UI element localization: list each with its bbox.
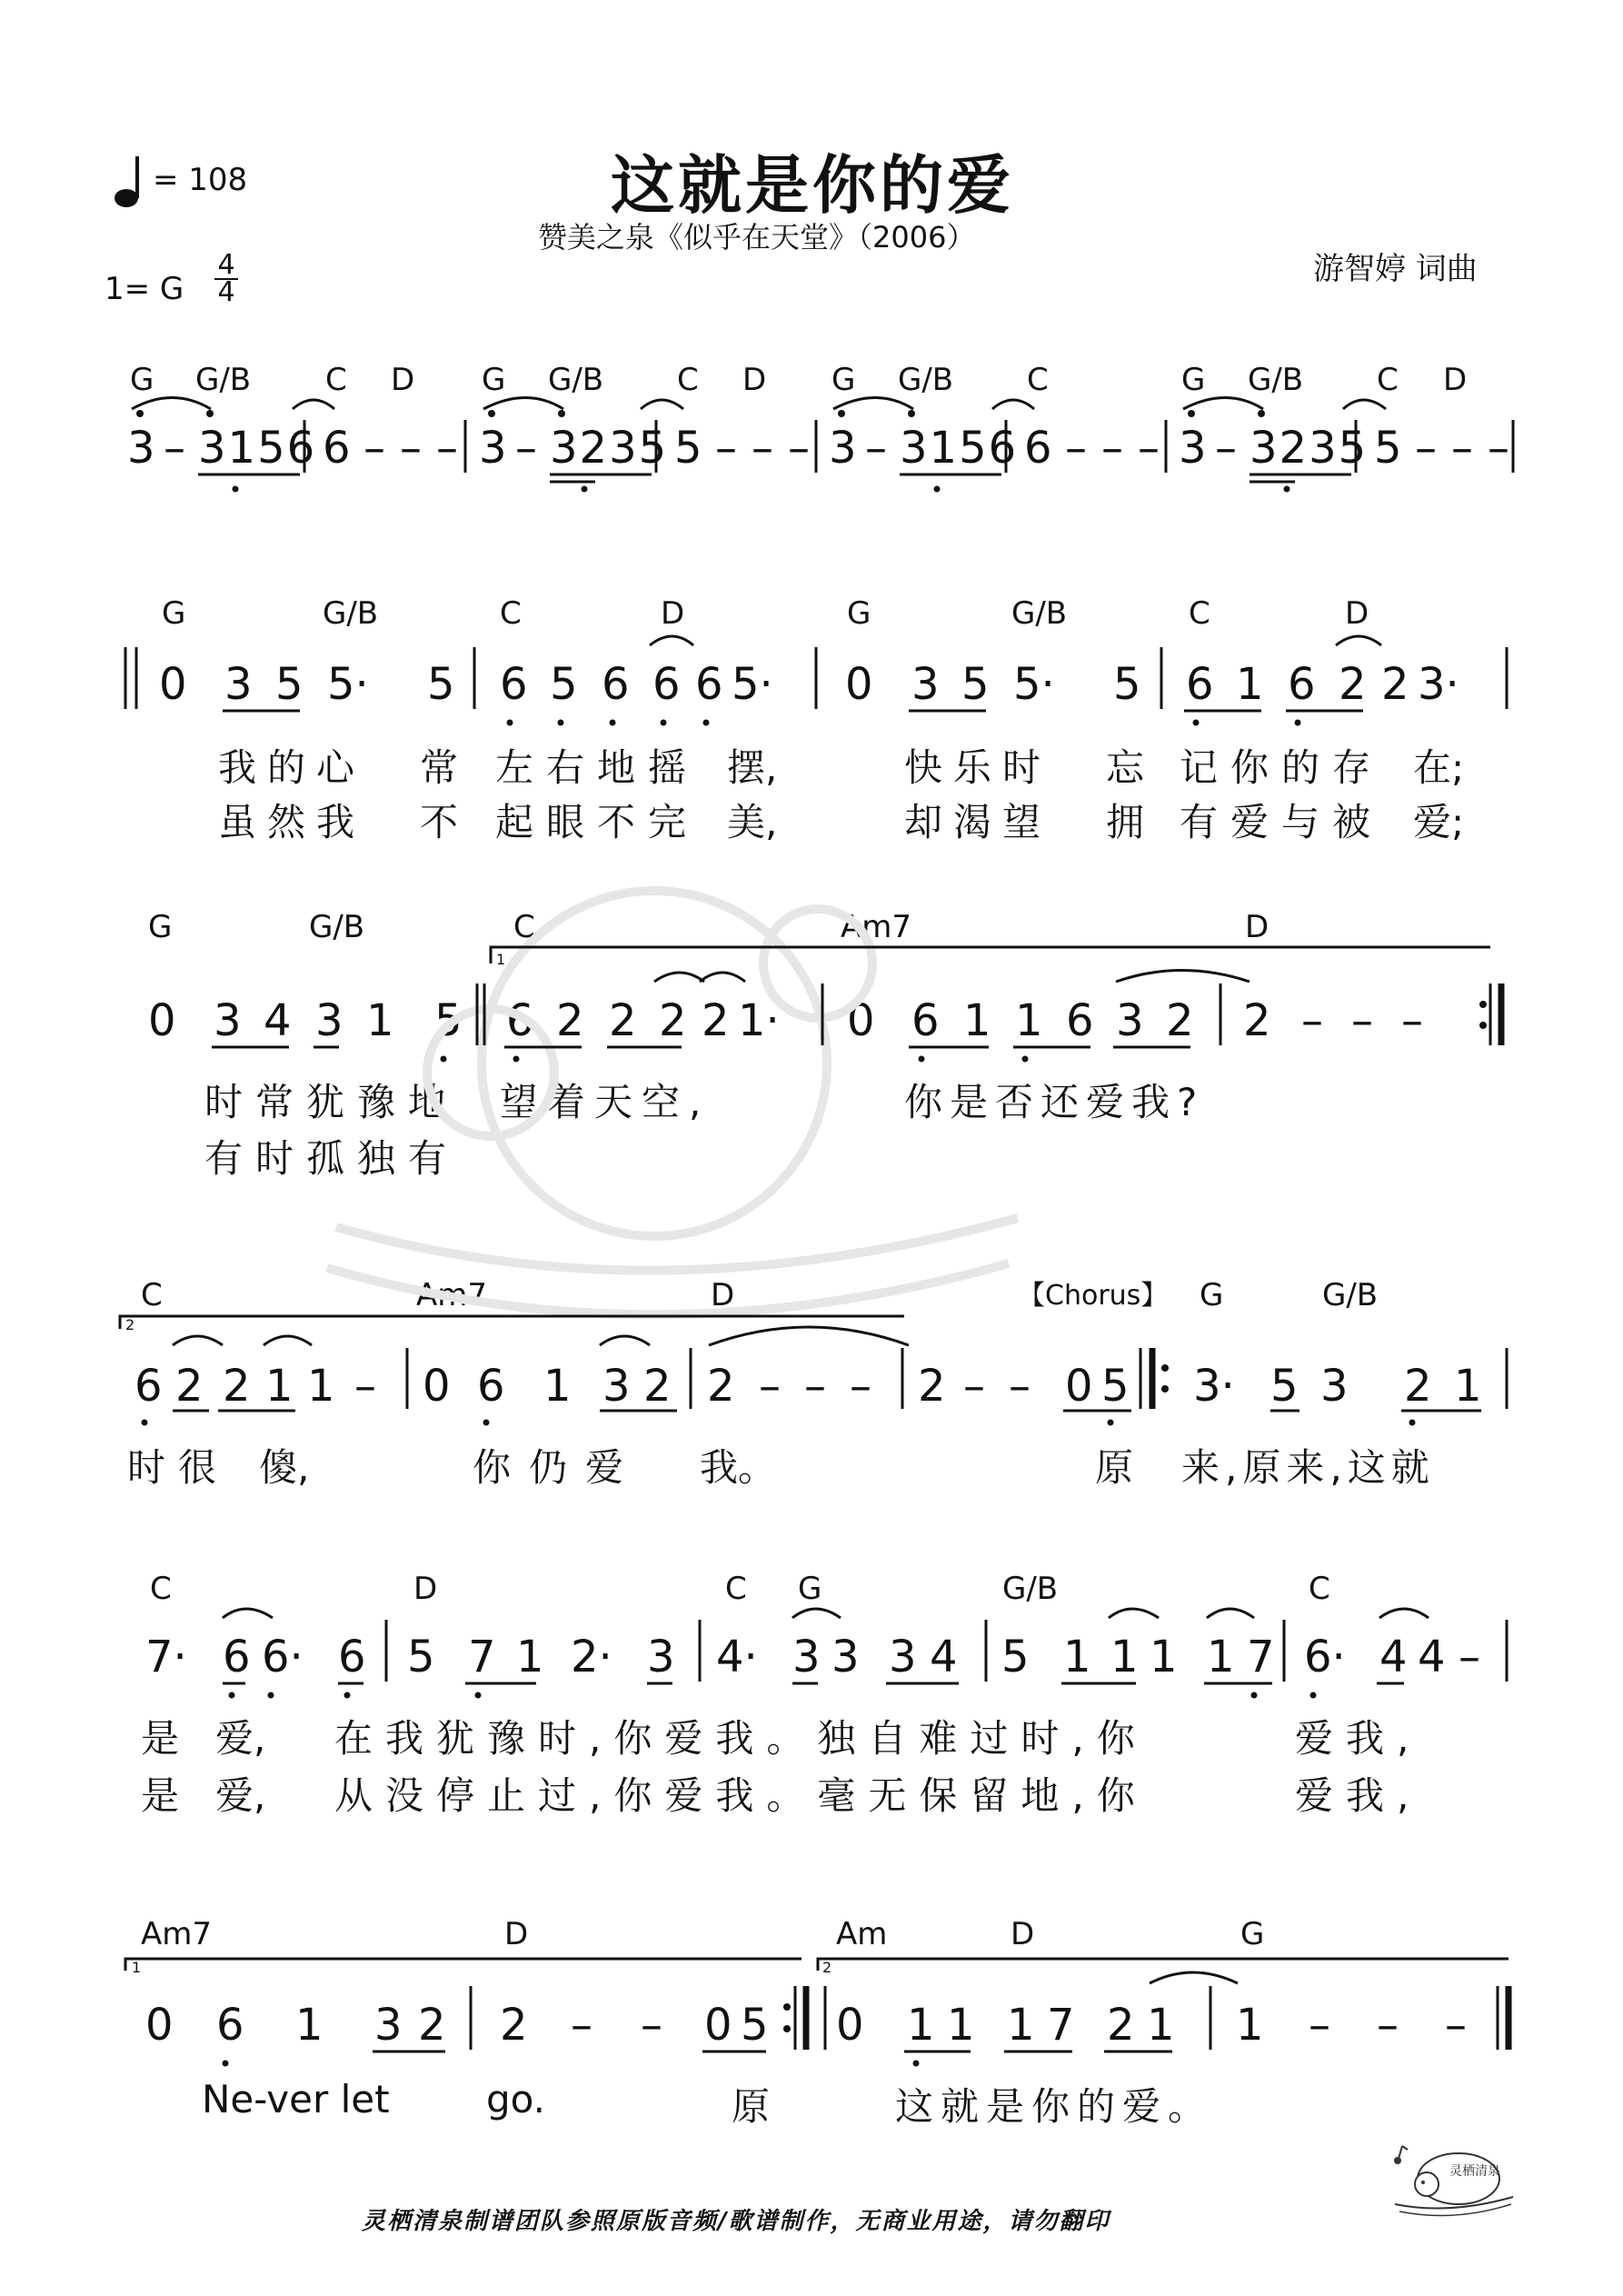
note: 2 [1404,1361,1432,1412]
author-credit: 游智婷 词曲 [1313,251,1478,287]
lyric: 记你的存 [1180,745,1384,790]
note: 5· [1013,659,1055,710]
note: 3· [1193,1361,1235,1412]
note: 5 [1101,1361,1130,1412]
chord: G [847,595,871,632]
note: 5 [1001,1632,1030,1682]
lyric: 有时孤独有 [204,1136,460,1181]
chord: D [661,595,685,632]
lyric: go. [486,2077,545,2121]
chord: Am7 [141,1916,213,1952]
chord: C [1027,362,1049,398]
chord: Am [836,1916,888,1952]
chord: G [1200,1277,1224,1313]
note: 2 [702,995,730,1046]
lyric: 这就是你的爱。 [895,2084,1214,2129]
lyric: 是 [141,1773,180,1818]
chord: D [413,1571,438,1607]
note: 1 [907,2000,935,2051]
chord: G [482,362,506,398]
note: 3 [224,659,253,710]
chord: G/B [548,362,604,398]
note: 6 [134,1361,163,1412]
lyric: 原 [1095,1445,1134,1490]
note: 6 [652,659,681,710]
chord: Am7 [416,1277,488,1313]
note: 5 [1270,1361,1299,1412]
note: 3 [889,1632,917,1682]
note: 7 [468,1632,496,1682]
note: 4 [264,995,292,1046]
lyric: 来,原来,这就 [1181,1445,1435,1490]
note: – [164,423,185,474]
lyric: 傻, [259,1445,310,1490]
key-signature: 1= G [105,271,184,307]
chord: G/B [1322,1277,1379,1313]
note: 6 [338,1632,366,1682]
chord: G [130,362,154,398]
chord: G [148,909,173,945]
tempo-label: = 108 [153,162,248,198]
chord: C [725,1571,747,1607]
note: 5 [674,423,702,474]
note: – [400,423,422,474]
chord: C [325,362,347,398]
chord: G/B [323,595,379,632]
lyric: 摆, [727,745,778,790]
chorus-marker: 【Chorus】 [1018,1280,1169,1312]
chord: G/B [898,362,954,398]
note: 2 [1243,995,1271,1046]
chord: D [1345,595,1369,632]
note: – [1401,995,1423,1046]
chord: D [391,362,415,398]
note: 6 [506,995,534,1046]
chord: C [1377,362,1399,398]
note: – [963,1361,985,1412]
note: – [515,423,537,474]
note: 2 [609,995,637,1046]
note: 3 [792,1632,821,1682]
note-group: 3235 [1250,423,1369,474]
note: 2· [571,1632,612,1682]
note: 2 [175,1361,204,1412]
note-group: 3235 [550,423,669,474]
chord: D [711,1277,735,1313]
note: 3 [829,423,857,474]
lyric: 时很 [127,1445,230,1490]
volta-number: 2 [822,1959,832,1976]
lyric: 常 [420,745,459,790]
logo-text: 灵栖清泉 [1449,2163,1500,2178]
note: 5· [732,659,773,710]
note: 3 [214,995,242,1046]
note: – [1215,423,1237,474]
note: 3 [127,423,155,474]
lyric: 望着天空, [500,1080,711,1124]
note: 3 [911,659,940,710]
note: – [1309,2000,1330,2051]
chord: D [1443,362,1468,398]
note: – [571,2000,592,2051]
note: – [804,1361,826,1412]
chord: C [1309,1571,1330,1607]
lyric: 是 [141,1716,180,1761]
note: 2 [223,1361,251,1412]
chord: C [513,909,535,945]
note: 1 [963,995,991,1046]
note: – [865,423,887,474]
note: 0 [159,659,187,710]
note: 1 [295,2000,324,2051]
chord: D [504,1916,529,1952]
lyric: 从没停止过,你爱我。毫无保留地,你 [334,1773,1148,1818]
note: 0 [836,2000,864,2051]
lyric: 爱, [215,1773,266,1818]
note: 1 [1007,2000,1035,2051]
note: 0 [423,1361,451,1412]
chord: G [1181,362,1206,398]
chord: G [798,1571,822,1607]
watermark-sheep [327,891,1018,1314]
chord: C [141,1277,163,1313]
note-group: 3156 [198,423,317,474]
note: 4 [1379,1632,1408,1682]
note: 5 [407,1632,435,1682]
note: 2 [643,1361,672,1412]
note: – [641,2000,662,2051]
lyric: Ne-ver let [202,2077,390,2121]
note: 6 [223,1632,251,1682]
note: 5 [427,659,455,710]
note: 6· [262,1632,304,1682]
note: – [354,1361,376,1412]
note: – [1065,423,1087,474]
chord: G/B [1002,1571,1059,1607]
note: 6 [1024,423,1052,474]
note: 3 [374,2000,403,2051]
note: – [1009,1361,1031,1412]
lyric: 在我犹豫时,你爱我。独自难过时,你 [334,1716,1148,1761]
chord: G [831,362,856,398]
note: 1 [366,995,394,1046]
note: 3 [602,1361,631,1412]
note: 2 [707,1361,735,1412]
note: – [715,423,737,474]
lyric: 我。 [700,1445,777,1490]
note-group: 3156 [900,423,1019,474]
chord: G [162,595,186,632]
chord: G/B [309,909,365,945]
note: 5 [434,995,463,1046]
note: 1 [947,2000,975,2051]
note: 2 [1166,995,1194,1046]
note: 1 [1454,1361,1482,1412]
lyric: 原 [732,2084,771,2129]
note: 1 [1236,2000,1264,2051]
note: 3 [831,1632,860,1682]
note: 2 [1107,2000,1135,2051]
note: 0 [845,659,873,710]
note: 2 [918,1361,946,1412]
note: 4 [930,1632,958,1682]
lyric: 在; [1413,745,1465,790]
note: 5 [275,659,304,710]
note: 6 [1288,659,1316,710]
note: 6 [1066,995,1094,1046]
note: 1 [1147,2000,1175,2051]
lyric: 你是否还爱我? [904,1080,1205,1124]
lyric: 起眼不完 [495,800,700,844]
note: 6 [323,423,351,474]
note: 0 [148,995,176,1046]
note: 2 [659,995,687,1046]
note: 1 [1063,1632,1091,1682]
volta-number: 1 [132,1959,142,1976]
note: 0 [847,995,875,1046]
footer-note: 灵栖清泉制谱团队参照原版音频/歌谱制作，无商业用途，请勿翻印 [362,2208,1110,2235]
note: 3 [1116,995,1144,1046]
chord: G/B [195,362,252,398]
note: 6· [1304,1632,1346,1682]
note: 6 [500,659,528,710]
note: – [788,423,810,474]
lyric: 却渴望 [904,800,1052,844]
note: 0 [1065,1361,1093,1412]
note: 7 [1047,2000,1075,2051]
note: 5· [327,659,369,710]
lyric: 时常犹豫地 [204,1080,460,1124]
note: 2 [1339,659,1367,710]
note: 7 [1247,1632,1275,1682]
note: 1 [1015,995,1043,1046]
note: 1 [1150,1632,1178,1682]
note: 1 [265,1361,294,1412]
volta-number: 2 [125,1316,135,1333]
chord: G/B [1248,362,1304,398]
note: 2 [418,2000,446,2051]
note: – [1351,995,1373,1046]
note: – [1488,423,1509,474]
note: – [759,1361,781,1412]
note: 5 [961,659,990,710]
note: 1 [543,1361,572,1412]
note: 3 [1320,1361,1349,1412]
lyric: 左右地摇 [495,745,700,790]
note: – [1451,423,1473,474]
lyric: 爱我, [1295,1773,1422,1818]
lyric: 你仍爱 [473,1445,642,1490]
note: – [1138,423,1160,474]
chord: G [1240,1916,1265,1952]
note: 6 [216,2000,244,2051]
note: 6 [602,659,630,710]
note: – [752,423,773,474]
lyric: 爱; [1413,800,1465,844]
note: 3· [1418,659,1459,710]
chord: C [500,595,522,632]
song-subtitle: 赞美之泉《似乎在天堂》（2006） [538,220,976,255]
chord: D [1011,1916,1035,1952]
note: 3 [315,995,344,1046]
note: – [1101,423,1123,474]
note: – [363,423,385,474]
note: 1 [516,1632,544,1682]
volta-number: 1 [496,951,506,968]
lyric: 爱, [215,1716,266,1761]
note: – [1301,995,1323,1046]
chord: C [150,1571,172,1607]
note: 0 [145,2000,174,2051]
chord: C [677,362,699,398]
note: 5 [550,659,578,710]
note: 2 [500,2000,528,2051]
note: 1 [1110,1632,1139,1682]
note: – [436,423,458,474]
note: 3 [1179,423,1207,474]
lyric: 快乐时 [904,745,1052,790]
note: – [1445,2000,1467,2051]
note: 6 [477,1361,505,1412]
note: 7· [145,1632,187,1682]
note: 2 [1381,659,1409,710]
note: 3 [479,423,507,474]
note: 0 [704,2000,732,2051]
lyric: 有爱与被 [1180,800,1384,844]
note: 2 [556,995,584,1046]
lyric: 拥 [1106,800,1145,844]
chord: D [742,362,767,398]
song-title: 这就是你的爱 [611,148,1014,223]
note: 1 [1207,1632,1235,1682]
note: 4· [716,1632,758,1682]
chord: D [1245,909,1270,945]
note: 6 [695,659,723,710]
time-signature: 4 4 [214,253,238,305]
chord: C [1189,595,1210,632]
note: 5 [1113,659,1141,710]
note: 5 [741,2000,769,2051]
note: 1 [1236,659,1264,710]
lyric: 美, [727,800,778,844]
note: – [1377,2000,1399,2051]
lyric: 不 [420,800,459,844]
lyric: 爱我, [1295,1716,1422,1761]
note: 5 [1374,423,1402,474]
note: – [850,1361,871,1412]
lyric: 我的心 [218,745,366,790]
note: 6 [911,995,940,1046]
chord: Am7 [841,909,912,945]
note: 4 [1418,1632,1446,1682]
note: 1· [738,995,780,1046]
lyric: 虽然我 [218,800,366,844]
note: 3 [647,1632,675,1682]
note: 1 [307,1361,335,1412]
lyric: 忘 [1106,745,1145,790]
note: – [1459,1632,1480,1682]
chord: G/B [1011,595,1068,632]
note: – [1415,423,1437,474]
note: 6 [1186,659,1214,710]
